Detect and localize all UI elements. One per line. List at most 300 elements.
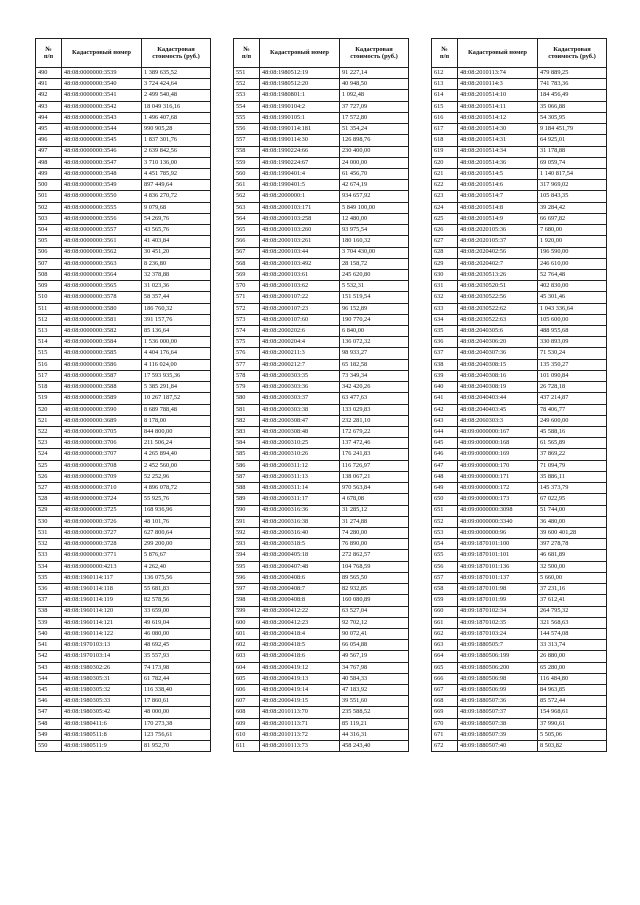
table-row	[36, 348, 211, 359]
row-number: 615	[432, 101, 458, 112]
cadastral-value: 10 267 187,52	[142, 393, 211, 404]
cadastral-number: 48:08:2000107:23	[260, 303, 340, 314]
row-number: 641	[432, 393, 458, 404]
cadastral-value: 627 800,64	[142, 527, 211, 538]
row-number: 564	[234, 213, 260, 224]
cadastral-value: 85 119,21	[340, 718, 409, 729]
row-number: 507	[36, 258, 62, 269]
row-number: 668	[432, 696, 458, 707]
cadastral-value: 91 227,14	[340, 68, 409, 79]
table-row	[36, 741, 211, 752]
row-number: 632	[432, 292, 458, 303]
table-row	[432, 572, 607, 583]
table-row	[36, 595, 211, 606]
cadastral-number: 48:08:2000419:15	[260, 696, 340, 707]
cadastral-value: 8 178,00	[142, 415, 211, 426]
row-number: 587	[234, 471, 260, 482]
table-row	[36, 382, 211, 393]
cadastral-value: 4 116 024,00	[142, 359, 211, 370]
cadastral-number: 48:08:0000000:3708	[62, 460, 142, 471]
row-number: 621	[432, 168, 458, 179]
register-page	[35, 38, 607, 846]
row-number: 521	[36, 415, 62, 426]
cadastral-value: 66 054,88	[340, 640, 409, 651]
cadastral-number: 48:08:0000000:3541	[62, 90, 142, 101]
cadastral-number: 48:08:2000308:48	[260, 427, 340, 438]
table-row	[36, 359, 211, 370]
cadastral-value: 43 565,76	[142, 225, 211, 236]
cadastral-value: 4 896 078,72	[142, 483, 211, 494]
row-number: 543	[36, 662, 62, 673]
cadastral-number: 48:08:0000000:3562	[62, 247, 142, 258]
cadastral-value: 52 764,48	[538, 269, 607, 280]
cadastral-value: 133 029,83	[340, 404, 409, 415]
row-number: 557	[234, 135, 260, 146]
table-row	[234, 741, 409, 752]
table-row	[36, 449, 211, 460]
cadastral-value: 1 092,48	[340, 90, 409, 101]
row-number: 566	[234, 236, 260, 247]
cadastral-value: 235 588,52	[340, 707, 409, 718]
row-number: 606	[234, 685, 260, 696]
cadastral-value: 105 843,35	[538, 191, 607, 202]
row-number: 663	[432, 640, 458, 651]
table-row	[234, 494, 409, 505]
cadastral-table-2	[233, 38, 409, 752]
table-row	[432, 584, 607, 595]
cadastral-value: 116 726,97	[340, 460, 409, 471]
cadastral-value: 138 067,21	[340, 471, 409, 482]
cadastral-value: 92 702,12	[340, 617, 409, 628]
table-row	[36, 326, 211, 337]
cadastral-value: 98 933,27	[340, 348, 409, 359]
cadastral-number: 48:09:1880507:40	[458, 741, 538, 752]
table-row	[432, 90, 607, 101]
cadastral-value: 82 578,56	[142, 595, 211, 606]
cadastral-number: 48:08:0000000:3545	[62, 135, 142, 146]
table-row	[432, 640, 607, 651]
table-row	[234, 157, 409, 168]
cadastral-number: 48:08:2030522:63	[458, 314, 538, 325]
row-number: 666	[432, 673, 458, 684]
row-number: 502	[36, 202, 62, 213]
cadastral-value: 190 770,24	[340, 314, 409, 325]
row-number: 643	[432, 415, 458, 426]
cadastral-value: 5 532,31	[340, 281, 409, 292]
row-number: 545	[36, 685, 62, 696]
cadastral-number: 48:08:1990114:181	[260, 124, 340, 135]
table-row	[234, 584, 409, 595]
cadastral-number: 48:08:2000405:18	[260, 550, 340, 561]
cadastral-number: 48:08:2010514:10	[458, 90, 538, 101]
row-number: 633	[432, 303, 458, 314]
cadastral-number: 48:08:2000408:8	[260, 595, 340, 606]
row-number: 652	[432, 516, 458, 527]
cadastral-number: 48:09:1880505:7	[458, 640, 538, 651]
table-header-row	[36, 39, 211, 68]
cadastral-value: 7 680,00	[538, 225, 607, 236]
cadastral-number: 48:08:2010113:72	[260, 729, 340, 740]
row-number: 612	[432, 68, 458, 79]
row-number: 594	[234, 550, 260, 561]
table-row	[36, 236, 211, 247]
table-row	[36, 213, 211, 224]
cadastral-value: 136 072,32	[340, 337, 409, 348]
table-row	[36, 505, 211, 516]
cadastral-number: 48:08:2000316:38	[260, 516, 340, 527]
cadastral-number: 48:08:1980305:31	[62, 673, 142, 684]
cadastral-number: 48:08:2030522:56	[458, 292, 538, 303]
cadastral-value: 5 849 100,00	[340, 202, 409, 213]
cadastral-number: 48:08:2000311:13	[260, 471, 340, 482]
row-number: 649	[432, 483, 458, 494]
cadastral-value: 61 456,70	[340, 168, 409, 179]
table-row	[432, 729, 607, 740]
row-number: 536	[36, 584, 62, 595]
row-number: 605	[234, 673, 260, 684]
row-number: 538	[36, 606, 62, 617]
cadastral-value: 65 280,00	[538, 662, 607, 673]
cadastral-value: 33 313,74	[538, 640, 607, 651]
table-row	[432, 438, 607, 449]
cadastral-value: 39 551,60	[340, 696, 409, 707]
cadastral-value: 211 506,24	[142, 438, 211, 449]
row-number: 618	[432, 135, 458, 146]
table-row	[36, 124, 211, 135]
table-row	[432, 662, 607, 673]
row-number: 656	[432, 561, 458, 572]
cadastral-number: 48:08:0000000:3546	[62, 146, 142, 157]
cadastral-number: 48:08:1980511:9	[62, 741, 142, 752]
cadastral-number: 48:08:0000000:3555	[62, 202, 142, 213]
cadastral-value: 55 925,76	[142, 494, 211, 505]
cadastral-value: 42 674,19	[340, 180, 409, 191]
cadastral-number: 48:08:0000000:3563	[62, 258, 142, 269]
cadastral-number: 48:09:1870101:136	[458, 561, 538, 572]
cadastral-value: 1 496 407,68	[142, 112, 211, 123]
cadastral-value: 144 574,08	[538, 628, 607, 639]
row-number: 600	[234, 617, 260, 628]
table-row	[234, 729, 409, 740]
cadastral-number: 48:08:2000407:48	[260, 561, 340, 572]
table-row	[234, 382, 409, 393]
row-number: 670	[432, 718, 458, 729]
cadastral-number: 48:08:1980302:26	[62, 662, 142, 673]
cadastral-value: 970 563,84	[340, 483, 409, 494]
cadastral-value: 35 557,93	[142, 651, 211, 662]
row-number: 611	[234, 741, 260, 752]
row-number: 642	[432, 404, 458, 415]
table-row	[36, 483, 211, 494]
cadastral-value: 3 724 424,64	[142, 79, 211, 90]
cadastral-value: 136 075,56	[142, 572, 211, 583]
row-number: 503	[36, 213, 62, 224]
table-row	[234, 393, 409, 404]
cadastral-number: 48:08:0000000:4213	[62, 561, 142, 572]
cadastral-number: 48:08:2010113:73	[260, 741, 340, 752]
row-number: 508	[36, 269, 62, 280]
table-row	[36, 584, 211, 595]
row-number: 589	[234, 494, 260, 505]
cadastral-value: 17 572,80	[340, 112, 409, 123]
cadastral-number: 48:08:0000000:3561	[62, 236, 142, 247]
table-row	[36, 707, 211, 718]
cadastral-number: 48:09:1870101:101	[458, 550, 538, 561]
cadastral-value: 249 600,00	[538, 415, 607, 426]
table-row	[432, 685, 607, 696]
row-number: 658	[432, 584, 458, 595]
row-number: 546	[36, 696, 62, 707]
table-row	[36, 202, 211, 213]
cadastral-number: 48:08:0000000:3589	[62, 393, 142, 404]
cadastral-number: 48:08:2000311:12	[260, 460, 340, 471]
table-row	[36, 460, 211, 471]
row-number: 560	[234, 168, 260, 179]
row-number: 599	[234, 606, 260, 617]
cadastral-number: 48:09:1870101:98	[458, 584, 538, 595]
row-number: 616	[432, 112, 458, 123]
cadastral-number: 48:08:2000418:6	[260, 651, 340, 662]
table-row	[234, 483, 409, 494]
cadastral-value: 101 090,84	[538, 370, 607, 381]
cadastral-value: 232 281,10	[340, 415, 409, 426]
table-row	[432, 415, 607, 426]
cadastral-value: 47 183,92	[340, 685, 409, 696]
row-number: 561	[234, 180, 260, 191]
row-number: 609	[234, 718, 260, 729]
cadastral-number: 48:08:2040308:19	[458, 382, 538, 393]
cadastral-value: 58 357,44	[142, 292, 211, 303]
table-row	[36, 696, 211, 707]
cadastral-number: 48:08:0000000:3582	[62, 326, 142, 337]
table-row	[234, 326, 409, 337]
table-row	[432, 337, 607, 348]
table-row	[234, 595, 409, 606]
row-number: 513	[36, 326, 62, 337]
cadastral-number: 48:08:2000103:62	[260, 281, 340, 292]
cadastral-number: 48:08:2010514:11	[458, 101, 538, 112]
cadastral-number: 48:08:2030520:51	[458, 281, 538, 292]
cadastral-value: 897 449,64	[142, 180, 211, 191]
cadastral-value: 48 000,00	[142, 707, 211, 718]
table-row	[234, 516, 409, 527]
table-row	[432, 124, 607, 135]
row-number: 622	[432, 180, 458, 191]
cadastral-number: 48:08:2000316:36	[260, 505, 340, 516]
cadastral-value: 18 049 316,16	[142, 101, 211, 112]
table-row	[234, 359, 409, 370]
row-number: 537	[36, 595, 62, 606]
table-row	[432, 213, 607, 224]
table-row	[432, 258, 607, 269]
row-number: 640	[432, 382, 458, 393]
cadastral-value: 2 499 540,48	[142, 90, 211, 101]
row-number: 583	[234, 427, 260, 438]
row-number: 539	[36, 617, 62, 628]
cadastral-value: 1 043 336,64	[538, 303, 607, 314]
cadastral-value: 64 925,01	[538, 135, 607, 146]
cadastral-number: 48:08:2040403:45	[458, 404, 538, 415]
row-number: 576	[234, 348, 260, 359]
cadastral-number: 48:08:2010514:8	[458, 202, 538, 213]
row-number: 584	[234, 438, 260, 449]
cadastral-number: 48:08:1990114:30	[260, 135, 340, 146]
cadastral-value: 3 710 136,00	[142, 157, 211, 168]
cadastral-number: 48:08:1990224:67	[260, 157, 340, 168]
table-row	[432, 673, 607, 684]
table-row	[36, 404, 211, 415]
cadastral-value: 116 484,80	[538, 673, 607, 684]
cadastral-number: 48:08:2000303:38	[260, 404, 340, 415]
table-row	[432, 505, 607, 516]
cadastral-number: 48:08:0000000:3544	[62, 124, 142, 135]
table-row	[234, 640, 409, 651]
table-row	[234, 685, 409, 696]
cadastral-value: 5 505,06	[538, 729, 607, 740]
table-row	[36, 146, 211, 157]
cadastral-number: 48:08:2010514:36	[458, 157, 538, 168]
table-row	[432, 79, 607, 90]
row-number: 541	[36, 640, 62, 651]
table-row	[234, 539, 409, 550]
row-number: 590	[234, 505, 260, 516]
cadastral-number: 48:08:2040308:16	[458, 370, 538, 381]
row-number: 603	[234, 651, 260, 662]
cadastral-number: 48:08:2020105:36	[458, 225, 538, 236]
table-row	[36, 685, 211, 696]
cadastral-number: 48:09:1880506:199	[458, 651, 538, 662]
table-row	[234, 438, 409, 449]
table-row	[234, 79, 409, 90]
cadastral-number: 48:08:2030513:26	[458, 269, 538, 280]
cadastral-number: 48:08:1990105:1	[260, 112, 340, 123]
table-row	[234, 225, 409, 236]
table-row	[36, 628, 211, 639]
table-row	[432, 68, 607, 79]
cadastral-number: 48:09:1880507:37	[458, 707, 538, 718]
table-row	[432, 168, 607, 179]
cadastral-number: 48:08:1960114:122	[62, 628, 142, 639]
cadastral-value: 36 480,00	[538, 516, 607, 527]
table-row	[234, 90, 409, 101]
table-row	[234, 191, 409, 202]
cadastral-value: 4 678,08	[340, 494, 409, 505]
table-row	[432, 393, 607, 404]
cadastral-number: 48:09:1870101:137	[458, 572, 538, 583]
cadastral-number: 48:08:2060303:3	[458, 415, 538, 426]
row-number: 550	[36, 741, 62, 752]
table-row	[432, 326, 607, 337]
row-number: 634	[432, 314, 458, 325]
cadastral-value: 24 000,00	[340, 157, 409, 168]
table-row	[432, 628, 607, 639]
table-row	[432, 269, 607, 280]
cadastral-value: 186 760,32	[142, 303, 211, 314]
row-number: 527	[36, 483, 62, 494]
cadastral-number: 48:08:0000000:3771	[62, 550, 142, 561]
cadastral-value: 246 610,00	[538, 258, 607, 269]
cadastral-number: 48:08:0000000:3707	[62, 449, 142, 460]
table-row	[36, 79, 211, 90]
row-number: 608	[234, 707, 260, 718]
header-number: № п/п	[432, 39, 458, 68]
cadastral-value: 82 932,85	[340, 584, 409, 595]
table-row	[234, 281, 409, 292]
table-row	[234, 628, 409, 639]
cadastral-value: 2 639 842,56	[142, 146, 211, 157]
row-number: 588	[234, 483, 260, 494]
row-number: 556	[234, 124, 260, 135]
cadastral-number: 48:08:0000000:3564	[62, 269, 142, 280]
cadastral-number: 48:08:2020402:56	[458, 247, 538, 258]
cadastral-number: 48:08:2000418:4	[260, 628, 340, 639]
cadastral-value: 196 590,00	[538, 247, 607, 258]
row-number: 522	[36, 427, 62, 438]
cadastral-number: 48:09:1880506:98	[458, 673, 538, 684]
cadastral-number: 48:08:2020402:7	[458, 258, 538, 269]
cadastral-value: 30 451,20	[142, 247, 211, 258]
row-number: 517	[36, 370, 62, 381]
cadastral-number: 48:08:2000419:13	[260, 673, 340, 684]
row-number: 548	[36, 718, 62, 729]
table-row	[432, 292, 607, 303]
cadastral-value: 4 836 270,72	[142, 191, 211, 202]
row-number: 580	[234, 393, 260, 404]
table-row	[234, 292, 409, 303]
cadastral-value: 40 948,50	[340, 79, 409, 90]
cadastral-value: 63 477,63	[340, 393, 409, 404]
table-row	[234, 572, 409, 583]
cadastral-number: 48:08:0000000:3543	[62, 112, 142, 123]
row-number: 492	[36, 90, 62, 101]
cadastral-number: 48:08:2040305:6	[458, 326, 538, 337]
cadastral-number: 48:08:0000000:3709	[62, 471, 142, 482]
table-row	[432, 460, 607, 471]
table-row	[234, 527, 409, 538]
cadastral-number: 48:08:0000000:3548	[62, 168, 142, 179]
cadastral-number: 48:09:1880507:38	[458, 718, 538, 729]
cadastral-value: 39 284,42	[538, 202, 607, 213]
cadastral-value: 317 969,02	[538, 180, 607, 191]
cadastral-value: 28 158,72	[340, 258, 409, 269]
cadastral-value: 180 160,32	[340, 236, 409, 247]
row-number: 664	[432, 651, 458, 662]
table-row	[234, 135, 409, 146]
table-row	[432, 494, 607, 505]
row-number: 650	[432, 494, 458, 505]
cadastral-number: 48:09:0000000:168	[458, 438, 538, 449]
table-row	[36, 90, 211, 101]
row-number: 519	[36, 393, 62, 404]
table-row	[234, 202, 409, 213]
cadastral-value: 4 451 785,92	[142, 168, 211, 179]
cadastral-number: 48:08:2000408:7	[260, 584, 340, 595]
cadastral-value: 51 744,00	[538, 505, 607, 516]
cadastral-value: 35 066,88	[538, 101, 607, 112]
row-number: 598	[234, 595, 260, 606]
table-row	[36, 180, 211, 191]
table-row	[36, 292, 211, 303]
cadastral-value: 93 975,54	[340, 225, 409, 236]
table-row	[234, 673, 409, 684]
cadastral-value: 73 349,34	[340, 370, 409, 381]
row-number: 629	[432, 258, 458, 269]
cadastral-number: 48:08:0000000:3565	[62, 281, 142, 292]
cadastral-number: 48:08:2000000:1	[260, 191, 340, 202]
cadastral-number: 48:08:0000000:3705	[62, 427, 142, 438]
table-row	[36, 415, 211, 426]
row-number: 491	[36, 79, 62, 90]
